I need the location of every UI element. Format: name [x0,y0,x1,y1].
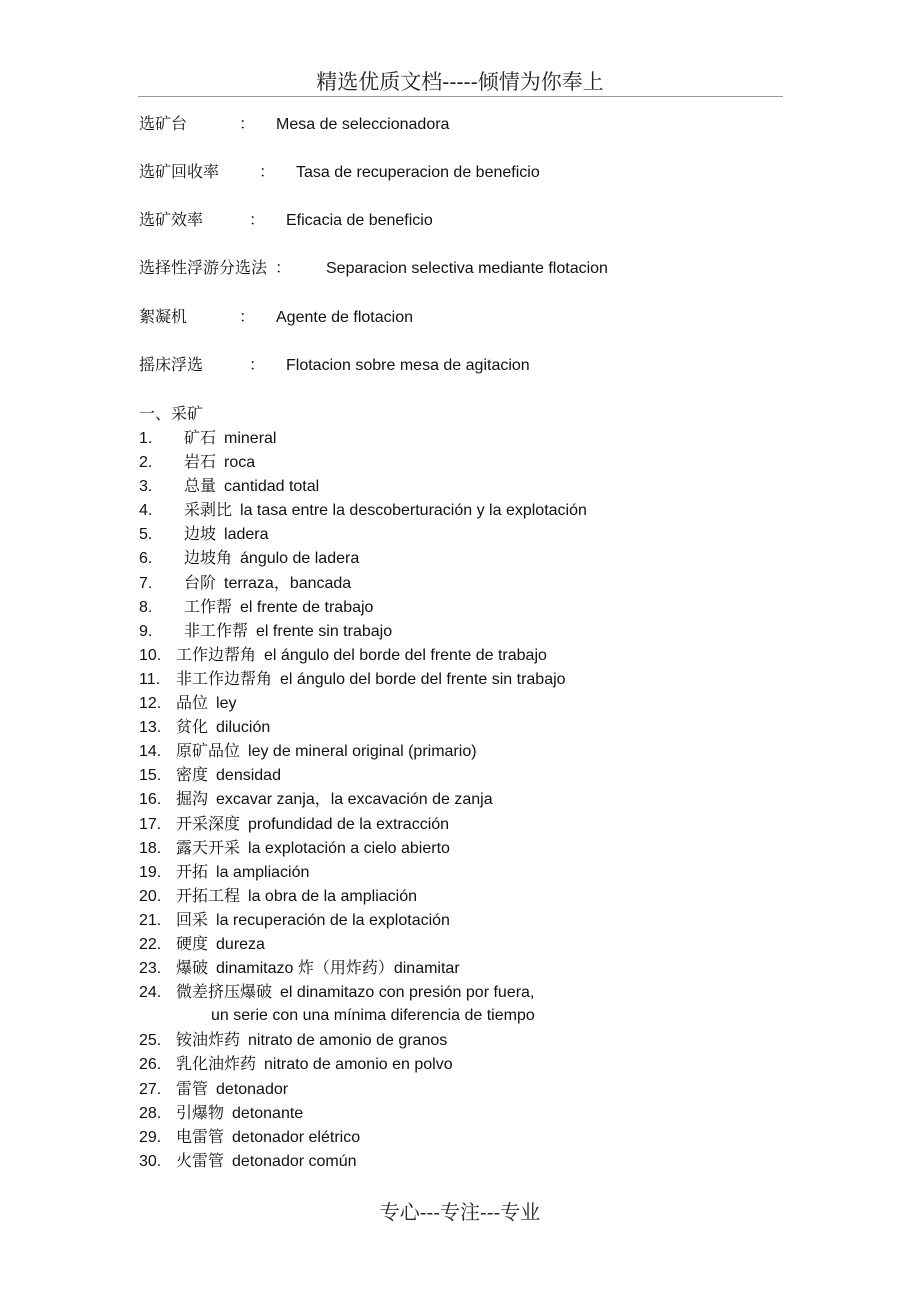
item-term: 矿石 [184,428,217,447]
item-term: 边坡 [184,524,217,544]
item-translation: mineral [224,430,277,447]
item-translation: la obra de la ampliación [248,887,418,905]
item-number: 22. [139,935,162,953]
item-term: 电雷管 [176,1126,225,1146]
item-translation: ley [216,695,237,713]
item-term: 微差挤压爆破 [176,982,273,1002]
page-header: 精选优质文档-----倾情为你奉上 [316,70,604,94]
item-translation: la tasa entre la descoberturación y la explotación [240,502,587,520]
item-translation: dinamitazo 炸（用炸药）dinamitar [216,960,460,978]
item-number: 3. [139,478,153,496]
item-number: 29. [139,1128,162,1146]
page-footer: 专心---专注---专业 [379,1200,541,1224]
item-translation: la recuperación de la explotación [216,911,450,929]
item-number: 26. [139,1056,162,1074]
item-term: 台阶 [184,572,217,592]
item-term: 开拓工程 [176,885,241,905]
glossary-translation: Flotacion sobre mesa de agitacion [286,357,530,374]
item-term: 岩石 [184,452,217,472]
list-item [139,450,587,474]
list-item [139,1149,587,1173]
item-translation: detonador común [232,1152,357,1170]
item-number: 21. [139,911,162,929]
item-term: 乳化油炸药 [176,1054,257,1074]
item-number: 24. [139,984,162,1002]
glossary-translation: Mesa de seleccionadora [276,116,450,133]
item-number: 11. [139,670,161,688]
item-translation: ladera [224,526,269,544]
glossary-row [139,354,530,377]
item-number: 28. [139,1104,162,1122]
list-item [139,715,587,739]
item-term: 工作边帮角 [176,644,257,664]
item-number: 20. [139,887,162,905]
term-list [139,426,587,1173]
item-term: 采剥比 [184,500,233,520]
list-item [139,980,587,1028]
list-item [139,836,587,860]
item-number: 14. [139,743,162,761]
item-term: 雷管 [176,1078,209,1098]
item-term: 开采深度 [176,813,241,833]
glossary-row [139,306,413,329]
item-number: 13. [139,719,162,737]
list-item [139,498,587,522]
item-translation: la explotación a cielo abierto [248,839,450,857]
item-translation: terraza，bancada [224,574,352,592]
glossary-translation: Agente de flotacion [276,309,413,326]
item-number: 8. [139,598,153,616]
item-translation: roca [224,454,256,472]
list-item [139,1125,587,1149]
list-item [139,619,587,643]
item-term: 品位 [176,693,209,713]
item-translation: nitrato de amonio de granos [248,1032,448,1050]
glossary-term: 选矿台 [139,114,188,133]
item-term: 铵油炸药 [176,1030,241,1050]
list-item [139,884,587,908]
glossary-row [139,161,540,184]
item-number: 15. [139,767,162,785]
item-term: 非工作帮 [184,620,249,640]
list-item [139,739,587,763]
item-translation: ley de mineral original (primario) [248,743,477,761]
item-term: 火雷管 [176,1150,225,1170]
item-translation: detonador elétrico [232,1128,361,1146]
item-translation: dilución [216,719,271,737]
list-item [139,426,587,450]
section-title: 一、采矿 [139,404,204,423]
glossary-translation: Separacion selectiva mediante flotacion [326,260,608,277]
glossary-separator: ： [249,212,266,229]
item-term: 总量 [184,476,217,496]
glossary-term: 摇床浮选 [139,355,204,374]
glossary-term: 选矿回收率 [139,162,220,181]
glossary-translation: Tasa de recuperacion de beneficio [296,164,540,181]
item-translation: densidad [216,767,281,785]
item-number: 7. [139,574,153,592]
item-translation: el frente sin trabajo [256,622,393,640]
list-item [139,667,587,691]
item-term: 工作帮 [184,596,233,616]
glossary-separator: ： [239,116,256,133]
list-item [139,956,587,980]
item-term: 硬度 [176,933,209,953]
item-translation: el frente de trabajo [240,598,374,616]
item-number: 12. [139,695,162,713]
item-number: 9. [139,622,153,640]
item-number: 1. [139,430,153,447]
list-item [139,546,587,570]
item-translation: ángulo de ladera [240,550,360,568]
item-term: 露天开采 [176,837,241,857]
item-translation: el ángulo del borde del frente de trabajo [264,646,547,664]
item-number: 2. [139,454,153,472]
item-translation: cantidad total [224,478,320,496]
item-number: 23. [139,960,162,978]
list-item [139,860,587,884]
item-term: 非工作边帮角 [176,668,273,688]
item-term: 引爆物 [176,1102,225,1122]
list-item [139,932,587,956]
item-term: 掘沟 [176,789,209,809]
item-number: 6. [139,550,153,568]
list-item [139,1077,587,1101]
list-item [139,908,587,932]
glossary-row [139,209,433,232]
item-translation: dureza [216,935,265,953]
item-translation: la ampliación [216,863,310,881]
glossary-separator: ： [259,164,276,181]
item-translation: nitrato de amonio en polvo [264,1056,453,1074]
item-term: 原矿品位 [176,741,241,761]
glossary-separator: ： [239,309,256,326]
list-item [139,787,587,811]
list-item [139,691,587,715]
item-number: 18. [139,839,162,857]
item-number: 5. [139,526,153,544]
item-translation: el ángulo del borde del frente sin trabajo [280,670,566,688]
list-item [139,571,587,595]
item-number: 25. [139,1032,162,1050]
item-translation: excavar zanja，la excavación de zanja [216,791,493,809]
item-translation: el dinamitazo con presión por fuera, [280,984,535,1002]
item-term: 回采 [176,909,209,929]
list-item [139,474,587,498]
list-item [139,1101,587,1125]
list-item [139,643,587,667]
glossary-separator: ： [249,357,266,374]
glossary-row [139,257,608,280]
item-translation: profundidad de la extracción [248,815,450,833]
list-item [139,1028,587,1052]
glossary-row [139,113,449,136]
item-term: 爆破 [176,958,209,978]
list-item [139,595,587,619]
item-number: 4. [139,502,153,520]
item-number: 17. [139,815,162,833]
item-term: 密度 [176,765,209,785]
list-item [139,522,587,546]
item-term: 贫化 [176,717,209,737]
item-number: 27. [139,1080,162,1098]
glossary-translation: Eficacia de beneficio [286,212,433,229]
item-translation: detonante [232,1104,304,1122]
glossary-term: 选矿效率 [139,210,204,229]
item-number: 19. [139,863,162,881]
header-divider [138,96,783,97]
list-item [139,1052,587,1076]
list-item [139,763,587,787]
item-term: 边坡角 [184,548,233,568]
item-number: 30. [139,1152,162,1170]
glossary-term: 选择性浮游分选法 [139,258,268,277]
item-number: 16. [139,791,162,809]
item-number: 10. [139,646,162,664]
list-item [139,812,587,836]
item-translation: detonador [216,1080,289,1098]
item-term: 开拓 [176,861,209,881]
glossary-separator: ： [275,260,292,277]
item-translation-continued: un serie con una mínima diferencia de tiempo [211,1007,535,1025]
glossary-term: 絮凝机 [139,307,188,326]
